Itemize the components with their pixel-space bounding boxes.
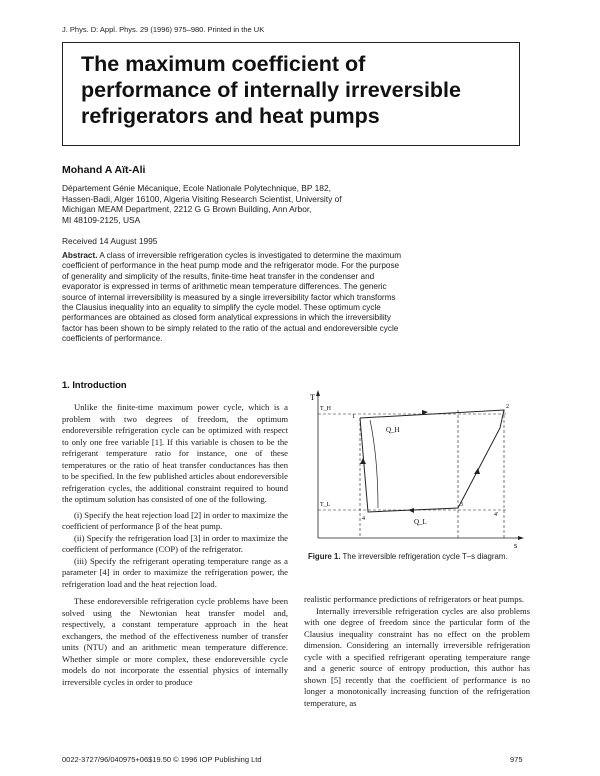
th-label: T_H: [320, 406, 331, 412]
tl-label: T_L: [320, 502, 331, 508]
figure-caption: [308, 552, 507, 561]
affiliation-line: Hassen-Badi, Alger 16100, Algeria Visiting Research Scientist, University of: [62, 193, 342, 204]
point-label: 3: [460, 502, 463, 508]
affiliation-line: Département Génie Mécanique, Ecole Nationale Polytechnique, BP 182,: [62, 183, 331, 193]
body-paragraph: (i) Specify the heat rejection load [2] in order to maximize the coefficient of performance β of the heat pump.: [62, 509, 288, 531]
footer-copyright: 0022-3727/96/040975+06$19.50 © 1996 IOP Publishing Ltd: [62, 755, 262, 764]
figure-1: [308, 388, 530, 548]
author-name: Mohand A Aït-Ali: [62, 164, 146, 176]
body-paragraph: These endoreversible refrigeration cycle problems have been solved using the Newtonian heat transfer model and, respectively, a constant temperature approach in the heat exchangers, the method of the effectiveness number of transfer units (NTU) and an arithmetic mean temperature difference. Whether simple or more complex, these endoreversible cycle models do not incorporate the essential physics of internally irreversible cycles in order to produce: [62, 596, 288, 687]
figure-caption-text: The irreversible refrigeration cycle T–s diagram.: [342, 552, 508, 561]
flow-arrow: [360, 458, 366, 464]
left-column: [62, 402, 288, 688]
abstract: [62, 251, 407, 345]
affiliation: [62, 183, 392, 225]
point-label: 1: [352, 414, 355, 420]
abstract-text: A class of irreversible refrigeration cycles is investigated to determine the maximum coefficient of performance in the heat pump mode and the refrigerator mode. For the purpose of generality and simplicity of the results, finite-time heat transfer in the condenser and evaporator is expressed in terms of arithmetic mean temperature differences. The generic source of internal irreversibility is measured by a single irreversibility factor which transforms the Clausius inequality into an equality to simplify the cycle model. These optimum cycle performances are obtained as closed form analytical expressions in which the irreversibility factor has been shown to be simply related to the ratio of the actual and endoreversible cycle coefficients of performance.: [62, 251, 402, 344]
paper-title: [81, 51, 511, 129]
body-paragraph: realistic performance predictions of refrigerators or heat pumps.: [304, 594, 525, 604]
section-heading: 1. Introduction: [62, 380, 127, 390]
title-line: performance of internally irreversible: [81, 78, 461, 102]
title-line: refrigerators and heat pumps: [81, 104, 380, 128]
body-paragraph: Unlike the finite-time maximum power cycle, which is a problem with two degrees of freedom, the optimum endoreversible refrigeration cycle can be optimized with respect to only one free variable [1]. If this variable is chosen to be the refrigerant temperature ratio for instance, one of these temperatures or the ratio of heat transfer conductances has then to be specified. In the few published articles about endoreversible refrigeration cycles, the additional constraint required to bound the optimum solution has consisted of one of the following.: [62, 402, 288, 504]
q-high-label: Q_H: [386, 426, 400, 434]
page-number: 975: [510, 755, 523, 764]
abstract-label: Abstract.: [62, 251, 98, 260]
t-axis-arrow: [316, 390, 320, 396]
body-paragraph: (iii) Specify the refrigerant operating temperature range as a parameter [4] in order to maximize the refrigeration power, the refrigeration load and the heat rejection load.: [62, 555, 288, 589]
flow-arrow: [474, 468, 480, 474]
body-paragraph: (ii) Specify the refrigeration load [3] in order to maximize the coefficient of performance (COP) of the refrigerator.: [62, 532, 288, 554]
ts-diagram: [308, 388, 530, 548]
s-axis-arrow: [518, 536, 524, 540]
point-label: 4: [362, 516, 365, 522]
figure-label: Figure 1.: [308, 552, 341, 561]
body-paragraph: Internally irreversible refrigeration cycles are also problems with one degree of freedom since the particular form of the Clausius inequality constraint has no effect on the problem dimension. Considering an internally irreversible refrigeration cycle with a specified refrigerant operating temperature range and a generic source of entropy production, this author has shown [5] recently that the coefficient of performance is no longer a monotonically increasing function of the refrigeration temperature, as: [304, 605, 530, 708]
title-line: The maximum coefficient of: [81, 52, 366, 76]
affiliation-line: MI 48109-2125, USA: [62, 214, 141, 225]
q-low-label: Q_L: [414, 518, 427, 526]
point-label: 4': [494, 512, 499, 518]
s-axis-label: s: [514, 541, 518, 548]
point-label: 2: [506, 404, 509, 410]
right-column: [304, 594, 530, 709]
title-box: [62, 42, 520, 146]
received-date: Received 14 August 1995: [62, 236, 158, 246]
affiliation-line: Michigan MEAM Department, 2212 G G Brown Building, Ann Arbor,: [62, 204, 312, 215]
journal-citation: J. Phys. D: Appl. Phys. 29 (1996) 975–980. Printed in the UK: [62, 25, 265, 34]
t-axis-label: T: [310, 393, 315, 402]
dome-curve: [370, 420, 378, 508]
cycle-outline: [360, 410, 504, 512]
